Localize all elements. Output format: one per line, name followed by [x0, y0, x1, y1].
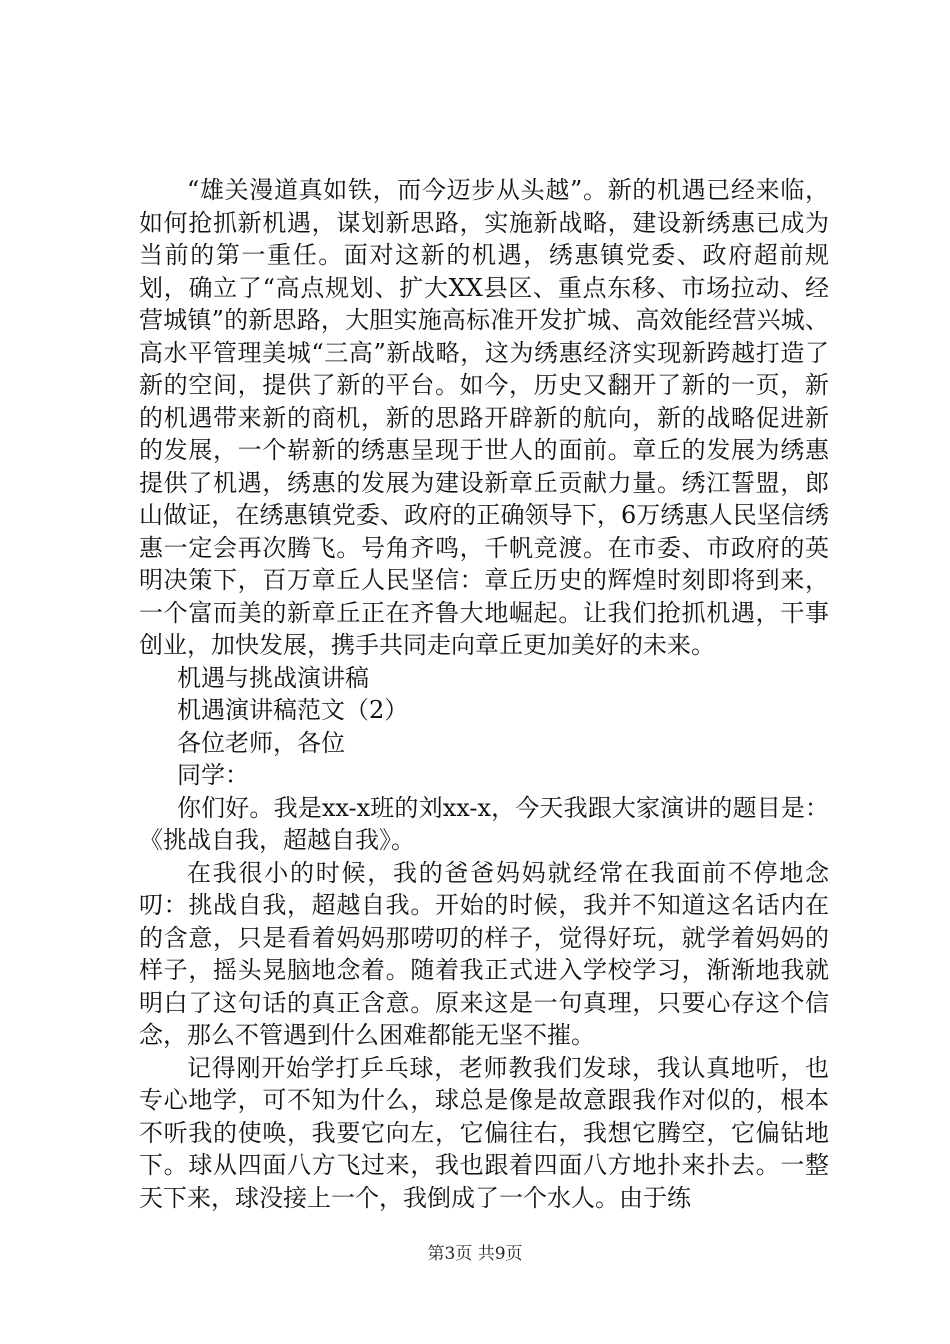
paragraph-greeting: 你们好。我是xx-x班的刘xx-x，今天我跟大家演讲的题目是：《挑战自我，超越自我》。 — [139, 793, 829, 854]
salutation-students: 同学： — [177, 761, 249, 789]
heading-opportunity-challenge: 机遇与挑战演讲稿 — [177, 663, 369, 692]
salutation-teachers: 各位老师，各位 — [177, 728, 345, 757]
page-number-footer: 第3页 共9页 — [427, 1244, 523, 1264]
heading-sample-speech-2: 机遇演讲稿范文（2） — [177, 696, 409, 724]
document-body — [139, 174, 829, 1214]
paragraph-table-tennis: 记得刚开始学打乒乓球，老师教我们发球，我认真地听，也专心地学，可不知为什么，球总是像是故意跟我作对似的，根本不听我的使唤，我要它向左，它偏往右，我想它腾空，它偏钻地下。球从四面八方飞过来，我也跟着四面八方地扑来扑去。一整天下来，球没接上一个，我倒成了一个水人。由于练 — [139, 1053, 829, 1212]
paragraph-opportunity-speech: “雄关漫道真如铁，而今迈步从头越”。新的机遇已经来临，如何抢抓新机遇，谋划新思路，实施新战略，建设新绣惠已成为当前的第一重任。面对这新的机遇，绣惠镇党委、政府超前规划，确立了“高点规划、扩大XX县区、重点东移、市场拉动、经营城镇”的新思路，大胆实施高标准开发扩城、高效能经营兴城、高水平管理美城“三高”新战略，这为绣惠经济实现新跨越打造了新的空间，提供了新的平台。如今，历史又翻开了新的一页，新的机遇带来新的商机，新的思路开辟新的航向，新的战略促进新的发展，一个崭新的绣惠呈现于世人的面前。章丘的发展为绣惠提供了机遇，绣惠的发展为建设新章丘贡献力量。绣江誓盟，郎山做证，在绣惠镇党委、政府的正确领导下，6万绣惠人民坚信绣惠一定会再次腾飞。号角齐鸣，千帆竞渡。在市委、市政府的英明决策下，百万章丘人民坚信：章丘历史的辉煌时刻即将到来，一个富而美的新章丘正在齐鲁大地崛起。让我们抢抓机遇，干事创业，加快发展，携手共同走向章丘更加美好的未来。 — [139, 176, 829, 659]
paragraph-childhood: 在我很小的时候，我的爸爸妈妈就经常在我面前不停地念叨：挑战自我，超越自我。开始的时候，我并不知道这名话内在的含意，只是看着妈妈那唠叨的样子，觉得好玩，就学着妈妈的样子，摇头晃脑地念着。随着我正式进入学校学习，渐渐地我就明白了这句话的真正含意。原来这是一句真理，只要心存这个信念，那么不管遇到什么困难都能无坚不摧。 — [139, 858, 829, 1049]
